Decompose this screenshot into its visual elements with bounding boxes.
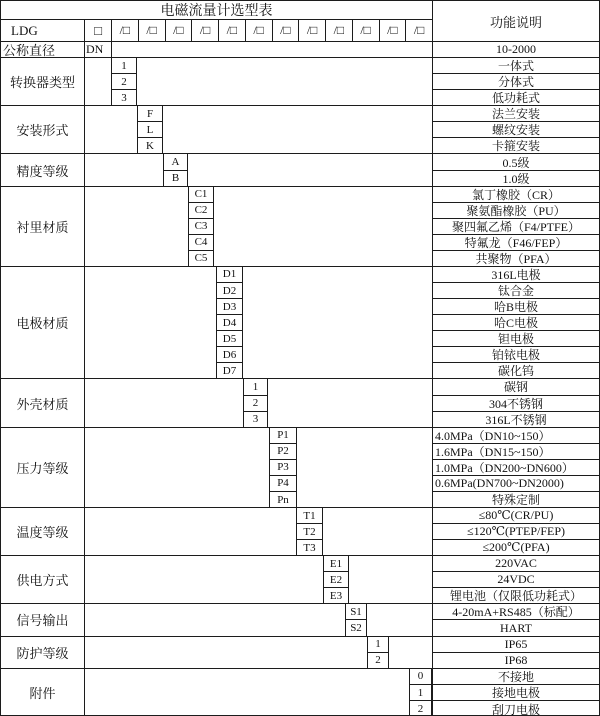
function-cell: 不接地 [433,669,599,685]
function-cell: 4-20mA+RS485（标配） [433,604,599,620]
code-cell: P1 [270,428,296,444]
code-cell: B [171,172,180,185]
header-left [1,1,432,41]
code-stack [216,267,243,379]
code-cell: 1 [244,379,267,395]
function-cell: 分体式 [433,74,599,90]
model-slot: /□ [413,23,425,37]
function-cell: 316L电极 [433,267,599,283]
row-group-pressure [1,428,599,508]
function-column [432,187,599,266]
function-cell: 一体式 [433,58,599,74]
function-cell: 锂电池（仅限低功耗式） [449,589,582,604]
function-cell: 聚四氟乙烯（F4/PTFE） [433,219,599,235]
function-column [432,669,599,716]
code-cell: DN [85,42,112,57]
function-cell: 氯丁橡胶（CR） [433,187,599,203]
model-slot: /□ [353,20,380,41]
function-cell: 4.0MPa（DN10~150） [433,428,599,444]
code-cell: D1 [217,267,242,283]
code-cell: D2 [217,283,242,299]
function-cell: 聚氨酯橡胶（PU） [433,203,599,219]
function-cell: 0.6MPa(DN700~DN2000) [433,476,599,492]
row-group-accessories [1,669,599,716]
function-column [432,267,599,379]
code-cell: 2 [112,74,136,90]
function-cell: 碳化钨 [497,364,534,379]
code-area [85,428,432,507]
code-cell: P2 [270,444,296,460]
row-group-lining [1,187,599,267]
code-cell: 1 [112,58,136,74]
code-cell: 1 [368,637,388,653]
code-cell: D3 [217,299,242,315]
code-cell: C5 [194,252,208,265]
code-cell: 3 [121,91,127,104]
model-slot: /□ [299,20,326,41]
category-label: 安装形式 [1,106,85,153]
code-stack [137,106,163,153]
code-area [85,508,432,555]
code-cell: T2 [297,524,322,540]
function-cell: IP68 [504,652,528,667]
code-cell: E1 [324,556,348,572]
code-cell: K [146,139,154,152]
function-cell: ≤120℃(PTEP/FEP) [433,524,599,540]
row-group-housing [1,379,599,427]
function-column [432,637,599,668]
model-slot: /□ [380,20,407,41]
code-area [85,154,432,185]
category-label: 温度等级 [1,508,85,555]
model-slot: /□ [326,20,353,41]
code-cell: E2 [324,572,348,588]
category-label: 信号输出 [1,604,85,635]
code-area [85,187,432,266]
function-column [432,106,599,153]
table-header [1,1,599,42]
row-group-power-supply [1,556,599,604]
code-area [85,637,432,668]
code-cell: 3 [252,413,259,426]
function-cell: 钛合金 [433,283,599,299]
function-cell: 哈C电极 [433,315,599,331]
code-stack [367,637,389,668]
code-cell: S2 [350,622,362,635]
function-column [432,428,599,507]
function-cell: ≤200℃(PFA) [482,540,550,555]
code-cell: C1 [189,187,213,203]
code-cell: T3 [303,541,316,554]
code-cell: Pn [277,493,289,506]
code-stack [188,187,214,266]
code-cell: P3 [270,460,296,476]
function-column [432,508,599,555]
code-stack [163,154,188,185]
function-cell: ≤80℃(CR/PU) [433,508,599,524]
function-cell: IP65 [433,637,599,653]
model-code-row [1,20,432,41]
code-cell: C4 [189,235,213,251]
model-box: □ [85,20,112,41]
code-cell: D5 [217,331,242,347]
code-cell: 2 [417,703,424,716]
code-cell: 1 [410,685,431,701]
code-cell: L [138,122,162,138]
function-cell: 特殊定制 [491,493,540,508]
function-cell: 钽电极 [433,331,599,347]
code-stack [409,669,432,716]
function-column [432,604,599,635]
code-area [85,379,432,426]
code-cell: T1 [297,508,322,524]
function-cell: 碳钢 [433,379,599,395]
code-stack [296,508,323,555]
code-area [85,106,432,153]
function-cell: 304不锈钢 [433,396,599,412]
category-label: 衬里材质 [1,187,85,266]
function-cell: 1.0级 [502,171,530,186]
row-group-protection [1,637,599,669]
row-group-signal-output [1,604,599,636]
model-slot: /□ [219,20,246,41]
function-cell: 220VAC [433,556,599,572]
row-group-electrode [1,267,599,380]
code-area [85,556,432,603]
row-group-converter-type [1,58,599,106]
category-label: 公称直径 [1,42,85,57]
code-stack [269,428,297,507]
function-column [432,42,599,57]
code-cell: C3 [189,219,213,235]
function-cell: 0.5级 [433,154,599,170]
function-column [432,154,599,185]
model-slot: /□ [166,20,193,41]
function-cell: 低功耗式 [491,91,540,106]
model-slot: /□ [139,20,166,41]
function-cell: 1.6MPa（DN15~150） [433,444,599,460]
row-group-accuracy [1,154,599,186]
page-title: 电磁流量计选型表 [1,1,432,20]
model-slot: /□ [192,20,219,41]
function-cell: 卡箍安装 [491,139,540,154]
category-label: 转换器类型 [1,58,85,105]
function-cell: 法兰安装 [433,106,599,122]
category-label: 供电方式 [1,556,85,603]
row-group-diameter [1,42,599,58]
code-area [85,58,432,105]
code-cell: C2 [189,203,213,219]
code-area [85,604,432,635]
function-cell: 316L不锈钢 [485,412,547,427]
function-cell: 哈B电极 [433,299,599,315]
model-slot: /□ [246,20,273,41]
code-cell: S1 [346,604,366,620]
function-column [432,556,599,603]
code-stack [111,58,137,105]
function-cell: 刮刀电极 [491,702,540,716]
category-label: 附件 [1,669,85,716]
code-stack [323,556,349,603]
code-cell: P4 [270,476,296,492]
category-label: 压力等级 [1,428,85,507]
function-column [432,58,599,105]
category-label: 电极材质 [1,267,85,379]
function-column [432,379,599,426]
code-cell: A [164,154,187,170]
category-label: 防护等级 [1,637,85,668]
code-cell: F [138,106,162,122]
code-stack [345,604,367,635]
code-area [85,669,432,716]
model-slot: /□ [112,20,139,41]
row-group-installation [1,106,599,154]
function-cell: 接地电极 [433,685,599,701]
function-cell: 24VDC [433,572,599,588]
code-stack [243,379,268,426]
code-cell: D6 [217,347,242,363]
model-slot: /□ [273,20,300,41]
function-cell: 共聚物（PFA） [475,251,557,266]
category-label: 精度等级 [1,154,85,185]
code-cell: D4 [217,315,242,331]
code-cell: E3 [329,589,343,602]
function-cell: 铂铱电极 [433,347,599,363]
function-cell: 10-2000 [496,42,536,57]
code-cell: 0 [410,669,431,685]
function-cell: 螺纹安装 [433,122,599,138]
code-area [85,267,432,379]
code-cell: 2 [244,396,267,412]
function-column-header: 功能说明 [432,1,599,41]
spacer [112,42,432,57]
model-prefix: LDG [1,20,85,41]
row-group-temperature [1,508,599,556]
code-cell: D7 [222,364,237,377]
code-cell: 2 [375,654,381,667]
function-cell: 特氟龙（F46/FEP） [433,235,599,251]
function-cell: HART [500,620,532,635]
function-cell: 1.0MPa（DN200~DN600） [433,460,599,476]
category-label: 外壳材质 [1,379,85,426]
